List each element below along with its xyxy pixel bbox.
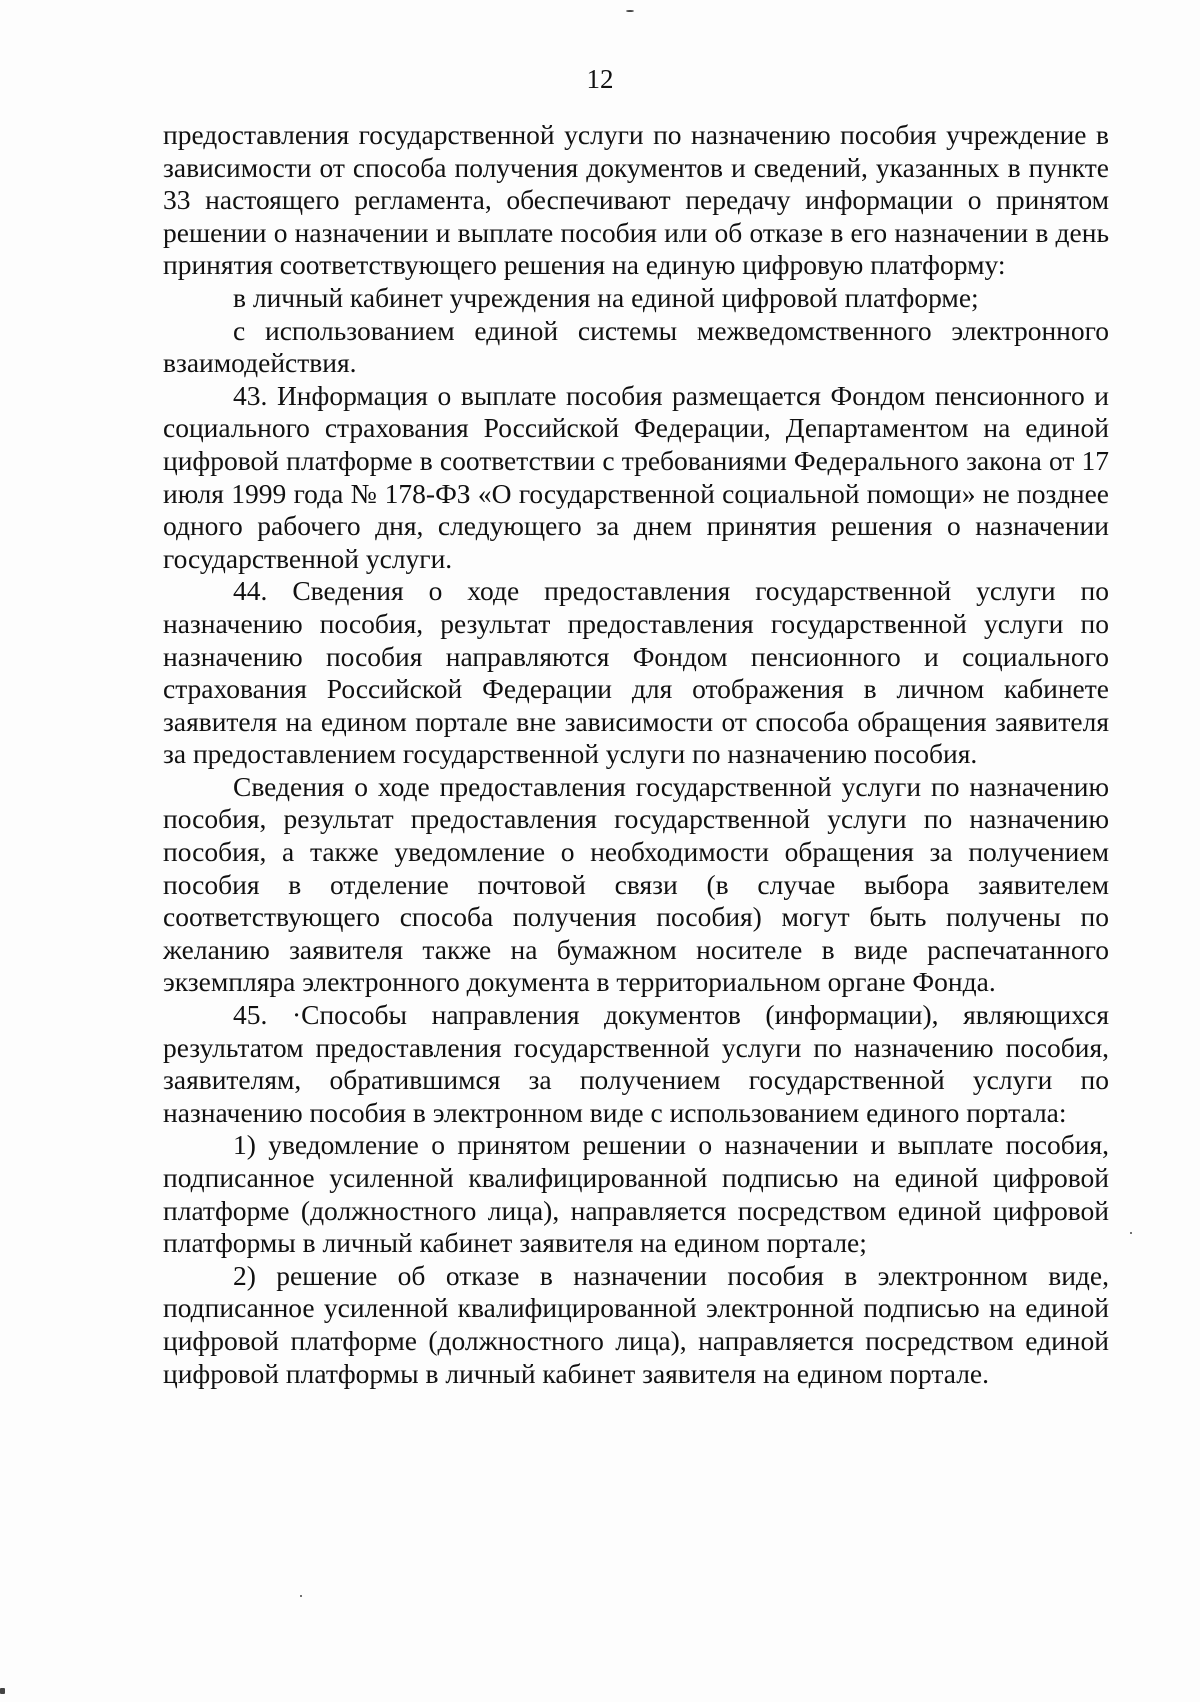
scan-speck [300, 1595, 302, 1597]
paragraph-45: 45. ·Способы направления документов (информации), являющихся результатом предоставления государственной услуги по назначению пособия, заявителям, обратившимся за получением государственной услуги по назначению пособия в электронном виде с использованием единого портала: [163, 999, 1109, 1128]
scan-speck [626, 10, 634, 12]
paragraph-44: 44. Сведения о ходе предоставления государственной услуги по назначению пособия, результат предоставления государственной услуги по назначению пособия направляются Фондом пенсионного и социального страхования Российской Федерации для отображения в личном кабинете заявителя на едином портале вне зависимости от способа обращения заявителя за предоставлением государственной услуги по назначению пособия. [163, 575, 1109, 770]
page-number: 12 [586, 64, 614, 94]
list-item-2: 2) решение об отказе в назначении пособия в электронном виде, подписанное усиленной квалифицированной электронной подписью на единой цифровой платформе (должностного лица), направляется посредством единой цифровой платформы в личный кабинет заявителя на едином портале. [163, 1259, 1109, 1389]
paragraph-43: 43. Информация о выплате пособия размещается Фондом пенсионного и социального страхования Российской Федерации, Департаментом на единой цифровой платформе в соответствии с требованиями Федерального закона от 17 июля 1999 года № 178-ФЗ «О государственной социальной помощи» не позднее одного рабочего дня, следующего за днем принятия решения о назначении государственной услуги. [163, 379, 1109, 574]
document-body [163, 119, 1109, 1390]
list-item-1: 1) уведомление о принятом решении о назначении и выплате пособия, подписанное усиленной квалифицированной подписью на единой цифровой платформе (должностного лица), направляется посредством единой цифровой платформы в личный кабинет заявителя на едином портале; [163, 1129, 1109, 1259]
paragraph-continuation: предоставления государственной услуги по назначению пособия учреждение в зависимости от способа получения документов и сведений, указанных в пункте 33 настоящего регламента, обеспечивают передачу информации о принятом решении о назначении и выплате пособия или об отказе в его назначении в день принятия соответствующего решения на единую цифровую платформу: [163, 119, 1109, 281]
paragraph-44-continued: Сведения о ходе предоставления государственной услуги по назначению пособия, результат предоставления государственной услуги по назначению пособия, а также уведомление о необходимости обращения за получением пособия в отделение почтовой связи (в случае выбора заявителем соответствующего способа получения пособия) могут быть получены по желанию заявителя также на бумажном носителе в виде распечатанного экземпляра электронного документа в территориальном органе Фонда. [163, 770, 1109, 998]
paragraph-personal-cabinet: в личный кабинет учреждения на единой цифровой платформе; [233, 281, 979, 313]
scan-speck [1130, 1232, 1132, 1234]
paragraph-interagency-system: с использованием единой системы межведомственного электронного взаимодействия. [163, 314, 1109, 379]
scan-speck [0, 1688, 5, 1694]
